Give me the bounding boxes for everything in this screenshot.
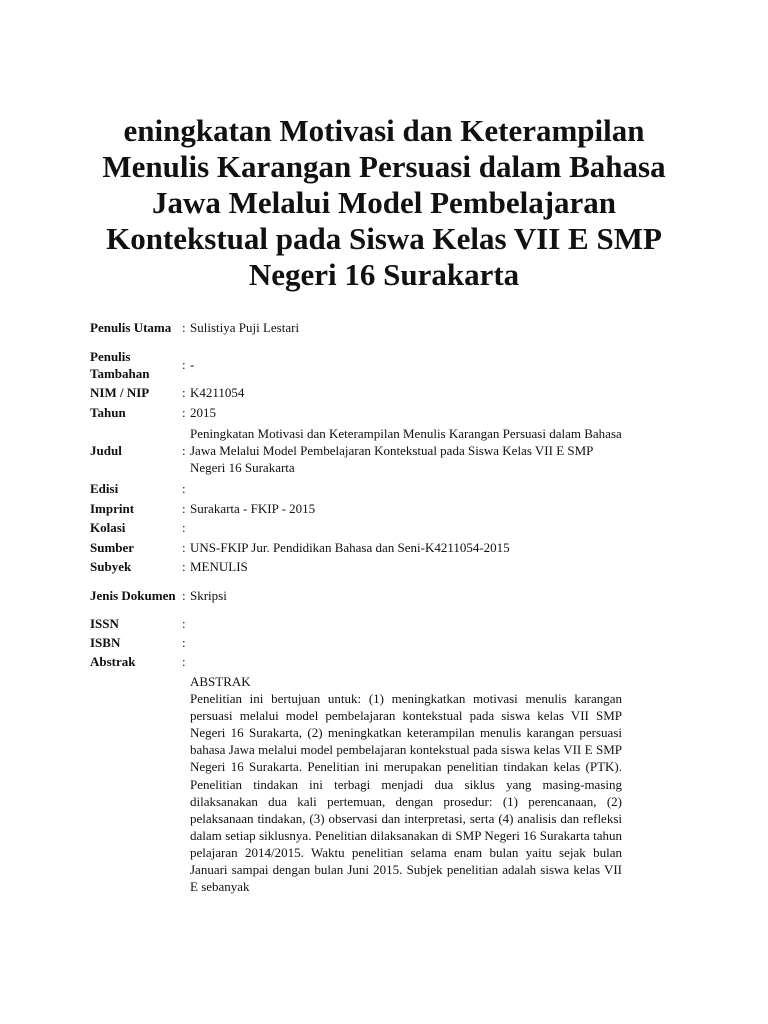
meta-row-jenis-dokumen bbox=[90, 577, 630, 614]
meta-row-subyek bbox=[90, 557, 630, 577]
meta-value: Surakarta - FKIP - 2015 bbox=[190, 500, 316, 516]
meta-row-edisi bbox=[90, 479, 630, 499]
meta-value: 2015 bbox=[190, 404, 216, 420]
meta-separator: : bbox=[182, 385, 186, 401]
meta-row-judul bbox=[90, 422, 630, 479]
meta-value bbox=[190, 653, 630, 673]
meta-row-issn bbox=[90, 614, 630, 634]
abstract-heading: ABSTRAK bbox=[190, 674, 251, 689]
meta-label: Penulis Utama bbox=[90, 320, 172, 335]
meta-label: Sumber bbox=[90, 539, 135, 555]
meta-separator: : bbox=[182, 587, 186, 603]
meta-row-nim bbox=[90, 383, 630, 403]
meta-row-penulis-tambahan bbox=[90, 346, 630, 383]
meta-label: Subyek bbox=[90, 559, 132, 575]
meta-row-penulis-utama bbox=[90, 309, 630, 346]
meta-label: Penulis Tambahan bbox=[90, 348, 150, 381]
meta-label: NIM / NIP bbox=[90, 385, 150, 401]
meta-value bbox=[190, 614, 630, 634]
meta-separator: : bbox=[182, 320, 186, 335]
metadata-table bbox=[90, 309, 630, 672]
meta-separator: : bbox=[182, 653, 186, 669]
meta-label: ISBN bbox=[90, 635, 121, 651]
document-title: eningkatan Motivasi dan Keterampilan Menulis Karangan Persuasi dalam Bahasa Jawa Melalui Model Pembelajaran Kontekstual pada Siswa Kelas VII E SMP Negeri 16 Surakarta bbox=[102, 113, 666, 292]
meta-value bbox=[190, 479, 630, 499]
meta-separator: : bbox=[182, 443, 186, 458]
meta-separator: : bbox=[182, 539, 186, 555]
abstract-text: Penelitian ini bertujuan untuk: (1) meningkatkan motivasi menulis karangan persuasi melalui model pembelajaran kontekstual pada siswa kelas VII SMP Negeri 16 Surakarta, (2) meningkatkan keterampilan menulis karangan persuasi bahasa Jawa melalui model pembelajaran kontekstual pada siswa kelas VII E SMP Negeri 16 Surakarta. Penelitian ini merupakan penelitian tindakan kelas (PTK). Penelitian tindakan ini terbagi menjadi dua siklus yang masing-masing dilaksanakan dua kali pertemuan, dengan prosedur: (1) perencanaan, (2) pelaksanaan tindakan, (3) observasi dan interpretasi, serta (4) analisis dan refleksi dalam setiap siklusnya. Penelitian dilaksanakan di SMP Negeri 16 Surakarta tahun pelajaran 2014/2015. Waktu penelitian selama enam bulan yaitu sejak bulan Januari sampai dengan bulan Juni 2015. Subjek penelitian adalah siswa kelas VII E sebanyak bbox=[190, 691, 622, 895]
meta-label: Kolasi bbox=[90, 520, 126, 536]
meta-value: MENULIS bbox=[190, 559, 248, 575]
meta-row-imprint bbox=[90, 499, 630, 519]
meta-value: Peningkatan Motivasi dan Keterampilan Menulis Karangan Persuasi dalam Bahasa Jawa Melalui Model Pembelajaran Kontekstual pada Siswa Kelas VII E SMP Negeri 16 Surakarta bbox=[190, 426, 622, 475]
meta-label: ISSN bbox=[90, 615, 119, 631]
meta-value: K4211054 bbox=[190, 385, 245, 401]
meta-label: Tahun bbox=[90, 404, 126, 420]
meta-value bbox=[190, 633, 630, 653]
meta-separator: : bbox=[182, 559, 186, 575]
meta-label: Edisi bbox=[90, 481, 119, 497]
meta-value: UNS-FKIP Jur. Pendidikan Bahasa dan Seni-K4211054-2015 bbox=[190, 539, 510, 555]
meta-row-abstrak bbox=[90, 653, 630, 673]
meta-separator: : bbox=[182, 635, 186, 651]
meta-separator: : bbox=[182, 615, 186, 631]
meta-row-tahun bbox=[90, 403, 630, 423]
meta-separator: : bbox=[182, 520, 186, 536]
meta-label: Imprint bbox=[90, 500, 135, 516]
meta-row-sumber bbox=[90, 538, 630, 558]
meta-label: Jenis Dokumen bbox=[90, 587, 176, 603]
abstract-block bbox=[190, 673, 622, 895]
meta-separator: : bbox=[182, 404, 186, 420]
meta-value: - bbox=[190, 357, 195, 372]
meta-value: Sulistiya Puji Lestari bbox=[190, 320, 300, 335]
meta-label: Abstrak bbox=[90, 653, 136, 669]
meta-value: Skripsi bbox=[190, 587, 227, 603]
meta-label: Judul bbox=[90, 443, 122, 458]
meta-value bbox=[190, 518, 630, 538]
meta-separator: : bbox=[182, 500, 186, 516]
meta-row-kolasi bbox=[90, 518, 630, 538]
meta-separator: : bbox=[182, 481, 186, 497]
meta-row-isbn bbox=[90, 633, 630, 653]
meta-separator: : bbox=[182, 357, 186, 372]
